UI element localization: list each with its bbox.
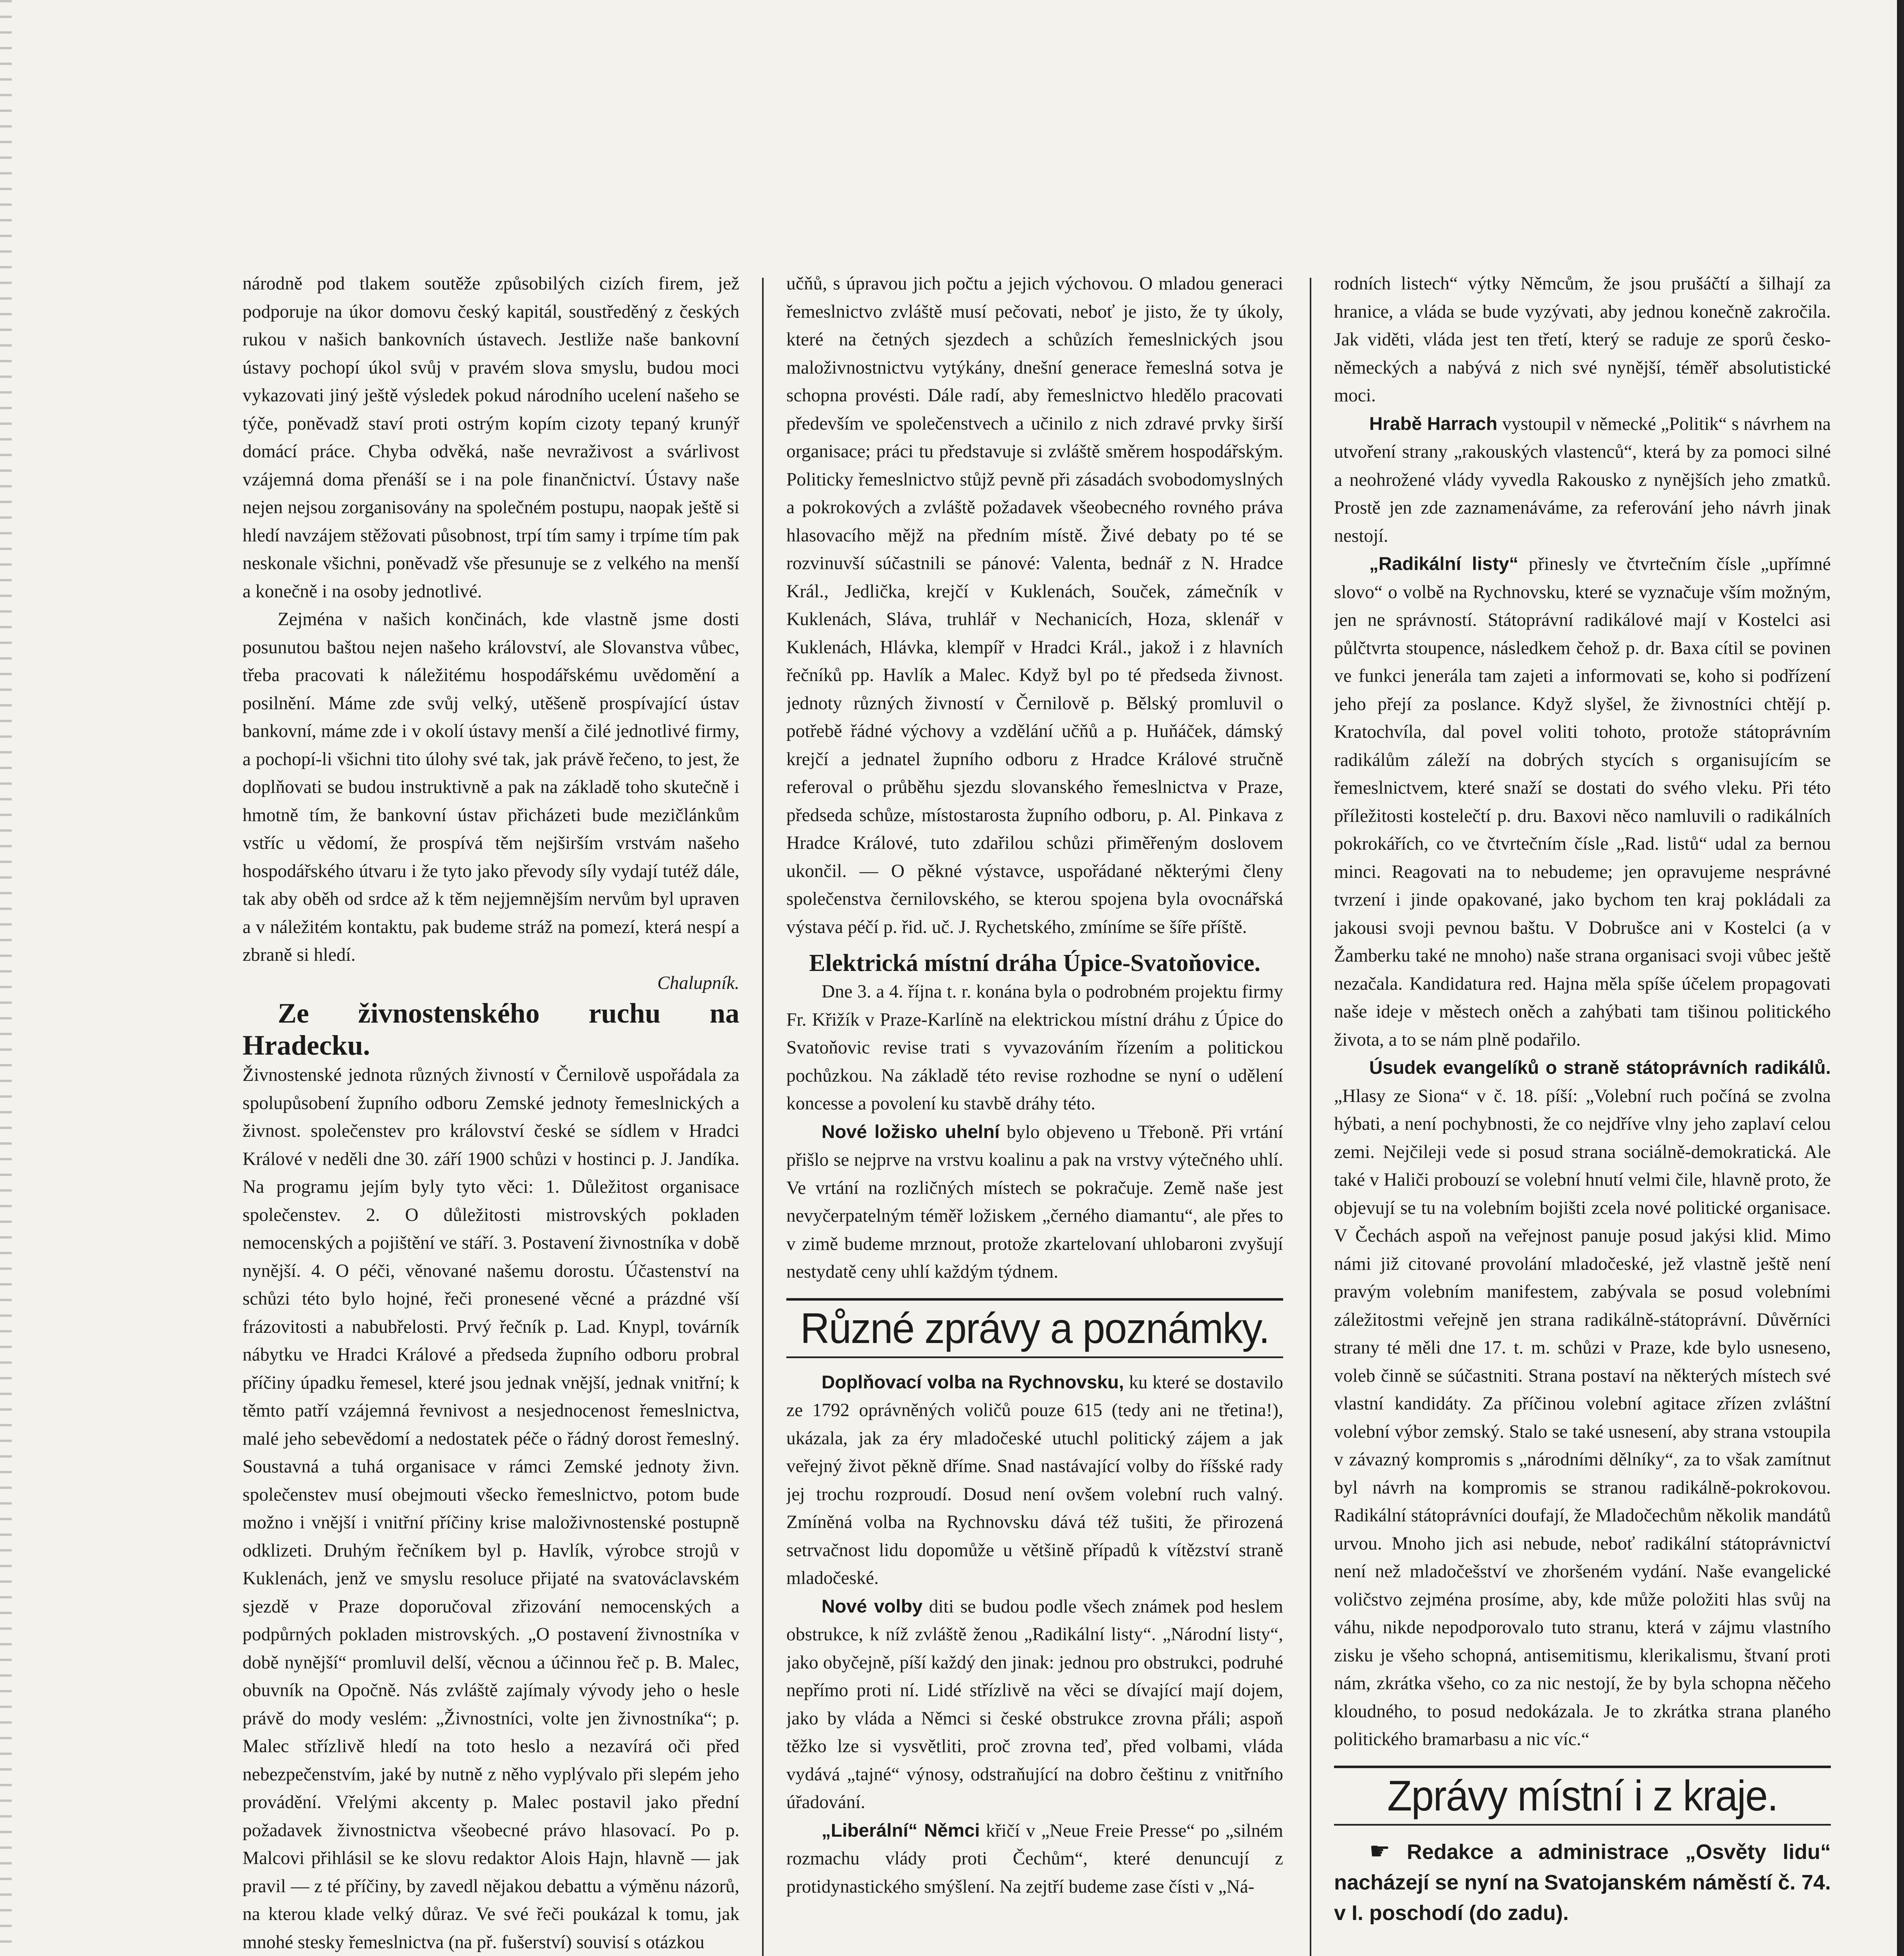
article-heading-inline: „Radikální listy“ <box>1369 554 1519 574</box>
article-paragraph: Zejména v našich končinách, kde vlastně jsme dosti posunutou baštou nejen našeho království, ale Slovanstva vůbec, třeba pracovati k náležitému hospodářskému uvědomění a posilnění. Máme zde svůj velký, utěšeně prospívající ústav bankovní, máme zde i v okolí ústavy menší a čilé jednotlivé firmy, a pochopí-li všichni tito úlohy své tak, jak právě řečeno, to jest, že doplňovati se budou instruktivně a pak na základě toho skutečně i hmotně tím, že bankovní ústav přicházeti bude mezičlánkům vstříc u vědomí, že prospívá těm nejširším vrstvám našeho hospodářského útvaru i že tyto jako převody síly vydají tutéž dále, tak aby oběh od srdce až k těm nejjemnějším nervům byl upraven a v náležitém kontaktu, pak budeme stráž na pomezí, která nespí a zbraně si hledí. <box>243 609 739 965</box>
notice-paragraph <box>1334 1836 1831 1928</box>
article-heading-inline: „Liberální“ Němci <box>822 1820 980 1841</box>
column-1 <box>243 270 739 1956</box>
article-heading: Elektrická místní dráha Úpice-Svatoňovice. <box>809 950 1260 976</box>
section-heading: Zprávy místní i z kraje. <box>1334 1765 1831 1825</box>
column-rule-1 <box>762 278 764 1956</box>
article-text: diti se budou podle všech známek pod heslem obstrukce, k níž zvláště ženou „Radikální listy“. „Národní listy“, jako obyčejně, píší každý den jinak: jednou pro obstrukci, podruhé nepřímo proti ní. Lidé střízlivě na věci se dívající mají dojem, jako by vláda a Němci si české obstrukce zrovna přáli; aspoň těžko lze si vysvětliti, proč zrovna teď, před volbami, vláda vydává „tajné“ výnosy, odstraňující na dobro češtinu z vnitřního úřadování. <box>786 1596 1283 1812</box>
article-heading-inline: Doplňovací volba na Rychnovsku, <box>822 1372 1124 1393</box>
article-text: vystoupil v německé „Politik“ s návrhem na utvoření strany „rakouských vlastenců“, která by za pomoci silné a neohrožené vlády vyvedla Rakousko z nynějších jeho zmatků. Prostě jen zde zaznamenáváme, za referování jeho návrh jinak nestojí. <box>1334 413 1831 546</box>
article-heading-inline: Nové volby <box>822 1596 923 1617</box>
article-text: přinesly ve čtvrtečním čísle „upřímné slovo“ o volbě na Rychnovsku, které se vyznačuje vším možným, jen ne správností. Státoprávní radikálové mají v Kostelci asi půlčtvrta stoupence, následkem čehož p. dr. Baxa cítil se povinen ve funkci jenerála tam zajeti a informovati se, koho si podřízení jeho přejí za poslance. Když slyšel, že živnostníci chtějí p. Kratochvíla, dal povel voliti tohoto, protože státoprávním radikálům záleží na dobrých stycích s organisujícím se řemeslnictvem, které snaží se dostati do svého vleku. Při této příležitosti kostelečtí p. dru. Baxovi něco namluvili o radikálních pokrokářích, co ve čtvrtečním čísle „Rad. listů“ udal za bernou minci. Reagovati na to nebudeme; jen opravujeme nesprávné tvrzení i jinde opakované, jako bychom ten kraj pokládali za jakousi svoji pevnou baštu. V Dobrušce ani v Kostelci (a v Žamberku také ne mnoho) naše strana organisaci svoji vůbec ještě nezačala. Kandidatura red. Hajna měla spíše účelem propagovati naše ideje v městech oněch a zahýbati tam tišinou politického života, a to se nám plně podařilo. <box>1334 554 1831 1050</box>
article-heading-inline: Nové ložisko uhelní <box>822 1121 1000 1142</box>
article-paragraph: Dne 3. a 4. října t. r. konána byla o podrobném projektu firmy Fr. Křižík v Praze-Karlíně na elektrickou místní dráhu z Úpice do Svatoňovic revise trati s vyvazováním řízením a politickou pochůzkou. Na základě této revise rozhodne se nyní o udělení koncesse a povolení ku stavbě dráhy této. <box>786 982 1283 1114</box>
article-heading-inline: Hrabě Harrach <box>1369 413 1498 434</box>
article-paragraph: rodních listech“ výtky Němcům, že jsou prušáčtí a šilhají za hranice, a vláda se bude vyzývati, aby jednou konečně zakročila. Jak viděti, vláda jest ten třetí, který se raduje ze sporů česko-německých a nabývá z nich své nynější, téměř absolutistické moci. <box>1334 273 1831 406</box>
article-text: křičí v „Neue Freie Presse“ po „silném rozmachu vlády proti Čechům“, které denuncují z protidynastického smýšlení. Na zejtří budeme zase čísti v „Ná- <box>786 1820 1283 1897</box>
page-edge-scan-marks <box>0 0 12 1956</box>
pointing-hand-icon: ☛ <box>1369 1837 1390 1864</box>
article-text: „Hlasy ze Siona“ v č. 18. píší: „Volební ruch počíná se zvolna hýbati, a není pochybnosti, že co nejdříve vlny jeho zaplaví celou zemi. Nejčileji vede si posud strana sociálně-demokratická. Ale také v Haliči probouzí se volební hnutí velmi čile, hlavně proto, že objevují se tu na volebním bojišti zcela nové politické organisace. V Čechách aspoň na veřejnost panuje posud jakýsi klid. Mimo námi již citované provolání mladočeské, jež vlastně ještě není pravým volebním manifestem, zabývala se posud volebními záležitostmi veřejně jen strana radikálně-státoprávní. Důvěrníci strany té měli dne 17. t. m. schůzi v Praze, kde bylo usneseno, voleb činně se súčastniti. Strana postaví na některých místech své vlastní kandidáty. Za příčinou volební agitace zřízen zvláštní volební výbor zemský. Stalo se také usnesení, aby strana vstoupila v závazný kompromis s „národními dělníky“, za to však zamítnut byl návrh na kompromis se stranou radikálně-pokrokovou. Radikální státoprávníci doufají, že Mladočechům několik mandátů urvou. Mnoho jich asi nebude, neboť radikální státoprávnictví není než mladočešství ve zhoršeném vydání. Naše evangelické voličstvo zejména prosíme, aby, kde může položiti hlas svůj na váhu, nikde nepodporovalo tuto stranu, která v zájmu vlastního zisku je všeho schopná, antisemitismu, klerikalismu, štvaní proti nám, zkrátka všeho, co za nic nestojí, že by byla schopna něčeho kloudného, to posud nedokázala. Je to zkrátka strana planého politického bramarbasu a nic víc.“ <box>1334 1086 1831 1749</box>
article-signature: Chalupník. <box>657 973 739 993</box>
section-heading: Různé zprávy a poznámky. <box>786 1298 1283 1358</box>
article-paragraph: učňů, s úpravou jich počtu a jejich výchovou. O mladou generaci řemeslnictvo zvláště musí pečovati, neboť je jisto, že ty úkoly, které na četných sjezdech a schůzích řemeslnických jsou maloživnostnictvu vytýkány, dnešní generace řemeslná sotva je schopna provésti. Dále radí, aby řemeslnictvo hledělo pracovati především ve společenstvech a učinilo z nich zdravé prvky širší organisace; práci tu představuje si zvláště směrem hospodářským. Politicky řemeslnictvo stůjž pevně při zásadách svobodomyslných a pokrokových a zvláště požadavek všeobecného rovného práva hlasovacího mějž na předním místě. Živé debaty po té se rozvinuvší súčastnili se pánové: Valenta, bednář z N. Hradce Král., Jedlička, krejčí v Kuklenách, Souček, zámečník v Kuklenách, Sláva, truhlář v Nechanicích, Hoza, sklenář v Kuklenách, Hlávka, klempíř v Hradci Král., jakož i z hlavních řečníků pp. Havlík a Malec. Když byl po té předseda živnost. jednoty různých živností v Černilově p. Bělský promluvil o potřebě řádné výchovy a vzdělání učňů a p. Huňáček, dámský krejčí a jednatel župního odboru z Hradce Králové stručně referoval o průběhu sjezdu slovanského řemeslnictva v Praze, předseda schůze, místostarosta župního odboru, p. Al. Pinkava z Hradce Králové, tuto zdařilou schůzi přiměřeným doslovem ukončil. — O pěkné výstavce, uspořádané některými členy společenstva černilovského, se kterou spojena byla ovocnářská výstava péčí p. řid. uč. J. Rychetského, zmíníme se šíře příště. <box>786 273 1283 937</box>
notice-text: Redakce a administrace „Osvěty lidu“ nacházejí se nyní na Svatojanském náměstí č. 74. v I. poschodí (do zadu). <box>1334 1840 1831 1925</box>
article-paragraph: Živnostenské jednota různých živností v Černilově uspořádala za spolupůsobení župního odboru Zemské jednoty řemeslnických a živnost. společenstev pro království české se sídlem v Hradci Králové v neděli dne 30. září 1900 schůzi v hostinci p. J. Jandíka. Na programu jejím byly tyto věci: 1. Důležitost organisace společenstev. 2. O důležitosti mistrovských pokladen nemocenských a pojištění ve stáří. 3. Postavení živnostníka v době nynější. 4. O péči, věnované našemu dorostu. Účastenství na schůzi této bylo hojné, řeči pronesené věcné a prázdné vší frázovitosti a nabubřelosti. Prvý řečník p. Lad. Knypl, továrník nábytku ve Hradci Králové a předseda župního odboru probral příčiny úpadku řemesel, které jsou jednak vnější, jednak vnitřní; k těmto patří vzájemná řevnivost a nesjednocenost řemeslnictva, malé jeho sebevědomí a nedostatek péče o řádný dorost řemeslný. Soustavná a tuhá organisace v rámci Zemské jednoty živn. společenstev musí obejmouti všecko řemeslnictvo, potom bude možno i vnější i vnitřní příčiny krise maloživnostenské postupně odklizeti. Druhým řečníkem byl p. Havlík, výrobce strojů v Kuklenách, jenž ve smyslu resoluce přijaté na svatováclavském sjezdě v Praze doporučoval zřizování nemocenských a podpůrných pokladen mistrovských. „O postavení živnostníka v době nynější“ promluvil delší, věcnou a účinnou řeč p. B. Malec, obuvník na Opočně. Nás zvláště zajímaly vývody jeho o hesle právě do mody veslém: „Živnostníci, volte jen živnostníka“; p. Malec střízlivě hledí na toto heslo a nezavírá oči před nebezpečenstvím, jaké by nutně z něho vyplývalo při slepém jeho provádění. Vřelými akcenty p. Malec postavil jako přední požadavek živnostnictva všeobecné právo hlasovací. Po p. Malcovi přihlásil se ke slovu redaktor Alois Hajn, hlavně — jak pravil — z té příčiny, by zavedl nějakou debattu a výměnu názorů, na kterou klade velký důraz. Ve své řeči poukázal k tomu, jak mnohé stesky řemeslnictva (na př. fušerství) souvisí s otázkou <box>243 1065 739 1952</box>
column-3 <box>1334 270 1831 1956</box>
article-heading-inline: Úsudek evangelíků o straně státoprávních radikálů. <box>1369 1057 1831 1078</box>
column-rule-2 <box>1310 278 1311 1956</box>
article-text: bylo objeveno u Třeboně. Při vrtání přišlo se nejprve na vrstvu koalinu a pak na vrstvy výtečného uhlí. Ve vrtání na rozličných místech se pokračuje. Země naše jest nevyčerpatelným téměř ložiskem „černého diamantu“, ale přes to v zimě budeme mrznout, protože zkartelovaní uhlobaroni zvyšují nestydatě ceny uhlí každým týdnem. <box>786 1122 1283 1282</box>
article-text: ku které se dostavilo ze 1792 oprávněných voličů pouze 615 (tedy ani ne třetina!), ukázala, jak za éry mladočeské utuchl politický zájem a jak veřejný život pěkně dříme. Snad nastávající volby do říšské rady jej trochu rozproudí. Dosud není ovšem volební ruch valný. Zmíněná volba na Rychnovsku dává též tušiti, že přirozená setrvačnost lidu dopomůže u většině případů k vítězství straně mladočeské. <box>786 1372 1283 1588</box>
column-2 <box>786 270 1283 1956</box>
article-heading: Ze živnostenského ruchu na Hradecku. <box>243 998 739 1061</box>
article-paragraph: národně pod tlakem soutěže způsobilých cizích firem, jež podporuje na úkor domovu český kapitál, soustředěný z českých rukou v našich bankovních ústavech. Jestliže naše bankovní ústavy pochopí úkol svůj v pravém slova smyslu, budou moci vykazovati jiný ještě výsledek pokud národního ucelení našeho se týče, poněvadž staví proti ostrým kopím cizoty tepaný krunýř domácí práce. Chyba odvěká, naše nevraživost a svárlivost vzájemná doma přenáší se i na pole finančnictví. Ústavy naše nejen nejsou zorganisovány na společném postupu, naopak ještě si hledí navzájem stěžovati působnost, trpí tím samy i trpíme tím pak neskonale všichni, poněvadž vše přesunuje se z velkého na menší a konečně i na osoby jednotlivé. <box>243 273 739 602</box>
page-edge-right <box>1897 0 1904 1956</box>
newspaper-page <box>243 270 1854 1956</box>
